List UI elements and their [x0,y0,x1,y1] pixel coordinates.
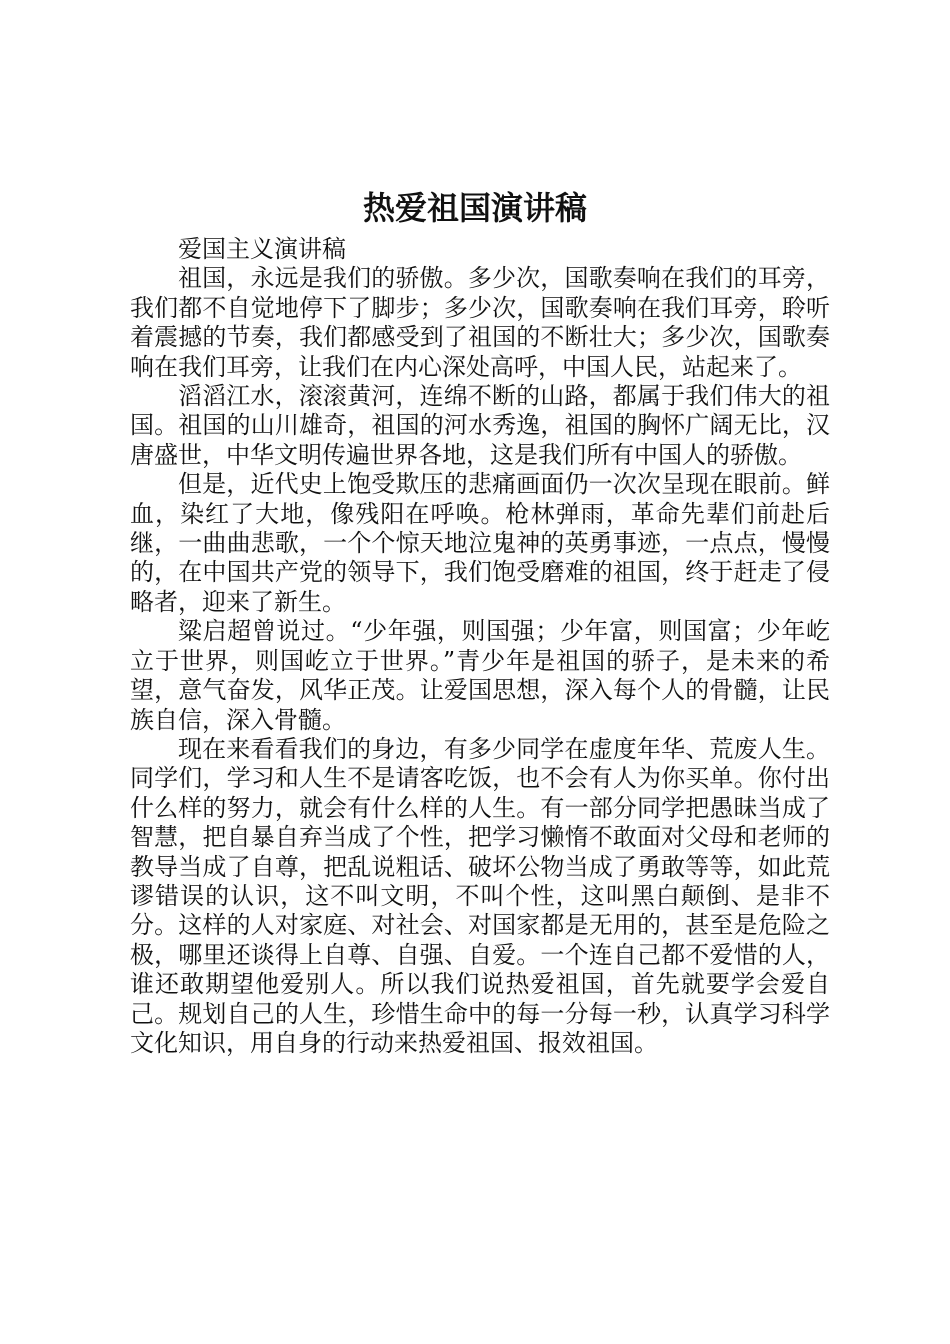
document-title: 热爱祖国演讲稿 [362,189,587,227]
paragraph-3: 但是，近代史上饱受欺压的悲痛画面仍一次次呈现在眼前。鲜血，染红了大地，像残阳在呼唤。枪林弹雨，革命先辈们前赴后继，一曲曲悲歌，一个个惊天地泣鬼神的英勇事迹，一点点，慢慢的，在中国共产党的领导下，我们饱受磨难的祖国，终于赶走了侵略者，迎来了新生。 [130,470,830,616]
paragraph-4: 粱启超曾说过。“少年强，则国强；少年富，则国富；少年屹立于世界，则国屹立于世界。”青少年是祖国的骄子，是未来的希望，意气奋发，风华正茂。让爱国思想，深入每个人的骨髓，让民族自信，深入骨髓。 [130,617,830,734]
paragraph-5: 现在来看看我们的身边，有多少同学在虚度年华、荒废人生。同学们，学习和人生不是请客吃饭，也不会有人为你买单。你付出什么样的努力，就会有什么样的人生。有一部分同学把愚昧当成了智慧，把自暴自弃当成了个性，把学习懒惰不敢面对父母和老师的教导当成了自尊，把乱说粗话、破坏公物当成了勇敢等等，如此荒谬错误的认识，这不叫文明，不叫个性，这叫黑白颠倒、是非不分。这样的人对家庭、对社会、对国家都是无用的，甚至是危险之极，哪里还谈得上自尊、自强、自爱。一个连自己都不爱惜的人，谁还敢期望他爱别人。所以我们说热爱祖国，首先就要学会爱自己。规划自己的人生，珍惜生命中的每一分每一秒，认真学习科学文化知识，用自身的行动来热爱祖国、报效祖国。 [130,734,830,1057]
paragraph-2: 滔滔江水，滚滚黄河，连绵不断的山路，都属于我们伟大的祖国。祖国的山川雄奇，祖国的河水秀逸，祖国的胸怀广阔无比，汉唐盛世，中华文明传遍世界各地，这是我们所有中国人的骄傲。 [130,382,830,469]
document-body [130,235,830,1058]
document-subtitle: 爱国主义演讲稿 [178,235,346,263]
paragraph-1: 祖国，永远是我们的骄傲。多少次，国歌奏响在我们的耳旁，我们都不自觉地停下了脚步；多少次，国歌奏响在我们耳旁，聆听着震撼的节奏，我们都感受到了祖国的不断壮大；多少次，国歌奏响在我们耳旁，让我们在内心深处高呼，中国人民，站起来了。 [130,264,830,381]
